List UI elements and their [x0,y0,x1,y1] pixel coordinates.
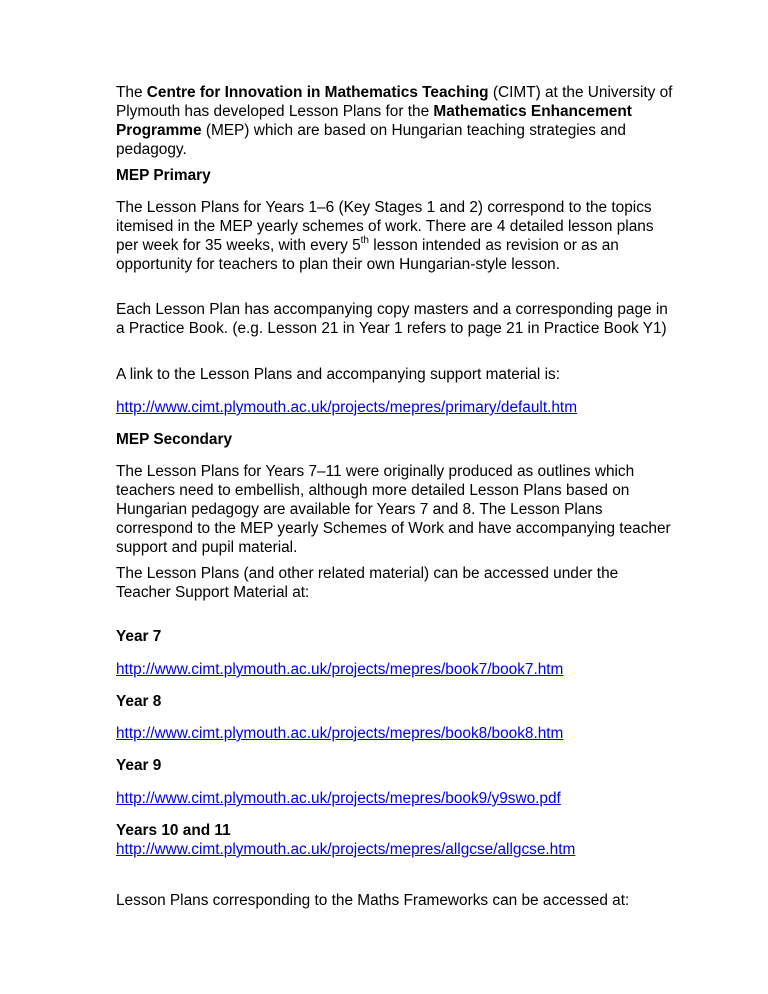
frameworks-paragraph: Lesson Plans corresponding to the Maths Frameworks can be accessed at: [116,892,630,909]
primary-lesson-plans-link[interactable]: http://www.cimt.plymouth.ac.uk/projects/mepres/primary/default.htm [116,399,578,416]
primary-paragraph-1 [116,198,676,274]
primary-p1-text-b: lesson intended as revision or as an opportunity for teachers to plan their own Hungarian-style lesson. [116,237,619,273]
primary-link-line [116,398,676,417]
year8-link[interactable]: http://www.cimt.plymouth.ac.uk/projects/mepres/book8/book8.htm [116,725,564,742]
intro-text-3: (MEP) which are based on Hungarian teaching strategies and pedagogy. [116,122,626,158]
intro-text-2: (CIMT) at the University of Plymouth has developed Lesson Plans for the [116,84,673,120]
year9-heading: Year 9 [116,757,162,774]
year8-heading: Year 8 [116,693,162,710]
primary-paragraph-3: A link to the Lesson Plans and accompanying support material is: [116,366,561,383]
intro-text-1: The [116,84,147,101]
primary-paragraph-2: Each Lesson Plan has accompanying copy masters and a corresponding page in a Practice Book. (e.g. Lesson 21 in Year 1 refers to page 21 in Practice Book Y1) [116,301,668,337]
years10-11-link-line [116,840,676,859]
year7-link[interactable]: http://www.cimt.plymouth.ac.uk/projects/mepres/book7/book7.htm [116,661,564,678]
mep-primary-heading: MEP Primary [116,167,211,184]
year8-link-line [116,724,676,743]
year7-link-line [116,660,676,679]
primary-p1-text-a: The Lesson Plans for Years 1–6 (Key Stages 1 and 2) correspond to the topics itemised in the MEP yearly schemes of work. There are 4 detailed lesson plans per week for 35 weeks, with every 5 [116,199,654,254]
primary-p1-superscript: th [360,234,369,246]
years10-11-link[interactable]: http://www.cimt.plymouth.ac.uk/projects/mepres/allgcse/allgcse.htm [116,841,576,858]
secondary-paragraph-2: The Lesson Plans (and other related material) can be accessed under the Teacher Support Material at: [116,565,619,601]
year7-heading: Year 7 [116,628,162,645]
years10-11-heading: Years 10 and 11 [116,822,231,839]
cimt-name: Centre for Innovation in Mathematics Teaching [146,84,489,101]
mep-name: Mathematics Enhancement Programme [116,103,632,139]
year9-link-line [116,789,676,808]
secondary-paragraph-1: The Lesson Plans for Years 7–11 were originally produced as outlines which teachers need to embellish, although more detailed Lesson Plans based on Hungarian pedagogy are available for Years 7 and 8. The Lesson Plans correspond to the MEP yearly Schemes of Work and have accompanying teacher support and pupil material. [116,463,671,556]
intro-paragraph [116,83,676,159]
year9-link[interactable]: http://www.cimt.plymouth.ac.uk/projects/mepres/book9/y9swo.pdf [116,790,561,807]
mep-secondary-heading: MEP Secondary [116,431,233,448]
